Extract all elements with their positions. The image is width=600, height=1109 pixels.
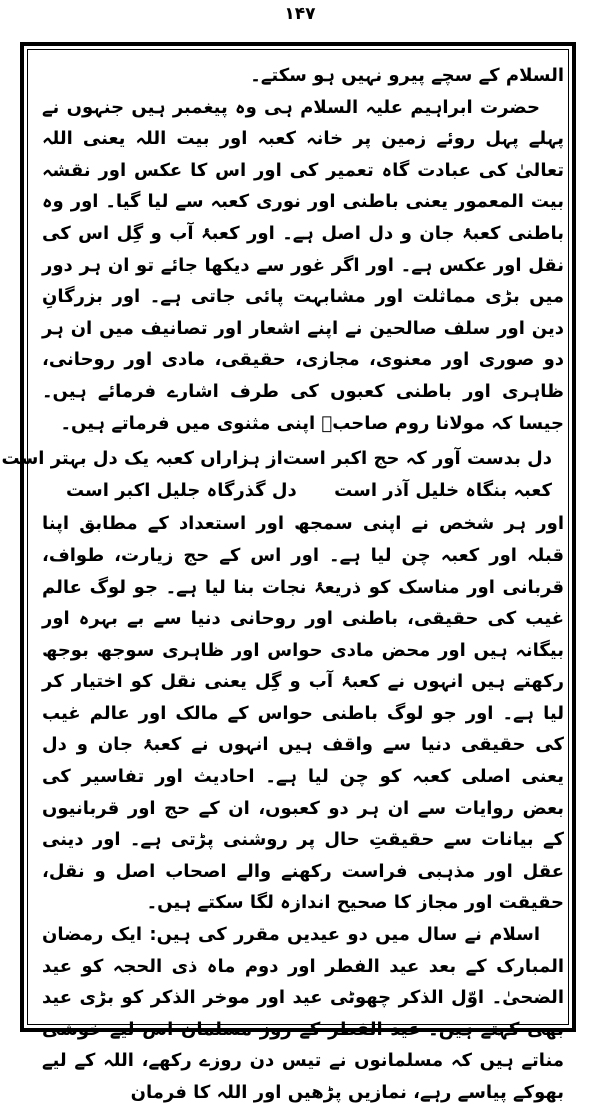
- verse-couplet: [42, 475, 564, 507]
- paragraph: اور ہر شخص نے اپنی سمجھ اور استعداد کے مطابق اپنا قبلہ اور کعبہ چن لیا ہے۔ اور اس کے حج زیارت، طواف، قربانی اور مناسک کو ذریعۂ نجات بنا لیا ہے۔ جو لوگ عالم غیب کی حقیقی، باطنی اور روحانی دنیا سے بے بہرہ اور بیگانہ ہیں اور محض مادی حواس اور ظاہری سوجھ بوجھ رکھتے ہیں انہوں نے کعبۂ آب و گِل یعنی نقل کو اختیار کر لیا ہے۔ اور جو لوگ باطنی حواس کے مالک اور عالم غیب کی حقیقی دنیا سے واقف ہیں انہوں نے کعبۂ جان و دل یعنی اصلی کعبہ کو چن لیا ہے۔ احادیث اور تفاسیر کی بعض روایات سے ان ہر دو کعبوں، ان کے حج اور قربانیوں کے بیانات سے حقیقتِ حال پر روشنی پڑتی ہے۔ اور دینی عقل اور مذہبی فراست رکھنے والے اصحاب اصل و نقل، حقیقت اور مجاز کا صحیح اندازہ لگا سکتے ہیں۔: [42, 513, 564, 914]
- paragraph: اسلام نے سال میں دو عیدیں مقرر کی ہیں: ایک رمضان المبارک کے بعد عید الفطر اور دوم ماہ ذی الحجہ کو عید الضحیٰ۔ اوّل الذکر چھوٹی عید اور موخر الذکر کو بڑی عید بھی کہتے ہیں۔ عید الفطر کے روز مسلمان اس لیے خوشی مناتے ہیں کہ مسلمانوں نے تیس دن روزے رکھے، اللہ کے لیے بھوکے پیاسے رہے، نمازیں پڑھیں اور اللہ کا فرمان: [42, 924, 564, 1103]
- paragraph: السلام کے سچے پیرو نہیں ہو سکتے۔: [250, 65, 564, 86]
- verse-line: از ہزاراں کعبہ یک دل بہتر است: [1, 448, 283, 470]
- page-body: [1, 60, 564, 1109]
- verse-block: [1, 443, 564, 506]
- page-number: ۱۴۷: [284, 4, 316, 24]
- verse-line: دل بدست آور کہ حج اکبر است: [282, 448, 552, 470]
- verse-line: دل گذرگاہ جلیل اکبر است: [66, 479, 297, 501]
- verse-line: کعبہ بنگاہ خلیل آذر است: [334, 479, 552, 501]
- verse-couplet: [1, 443, 564, 475]
- paragraph: حضرت ابراہیم علیہ السلام ہی وہ پیغمبر ہیں جنہوں نے پہلے پہل روئے زمین پر خانہ کعبہ اور بیت اللہ یعنی اللہ تعالیٰ کی عبادت گاہ تعمیر کی اور اس کا عکس اور نقشہ بیت المعمور یعنی باطنی اور نوری کعبہ سے لیا گیا۔ اور وہ باطنی کعبۂ جان و دل اصل ہے۔ اور کعبۂ آب و گِل اس کی نقل اور عکس ہے۔ اور اگر غور سے دیکھا جائے تو ان ہر دور میں بڑی مماثلت اور مشابہت پائی جاتی ہے۔ اور بزرگانِ دین اور سلف صالحین نے اپنے اشعار اور تصانیف میں ان ہر دو صوری اور معنوی، مجازی، حقیقی، مادی اور روحانی، ظاہری اور باطنی کعبوں کی طرف اشارے فرمائے ہیں۔ جیسا کہ مولانا روم صاحبؒ اپنی مثنوی میں فرماتے ہیں۔: [42, 96, 564, 434]
